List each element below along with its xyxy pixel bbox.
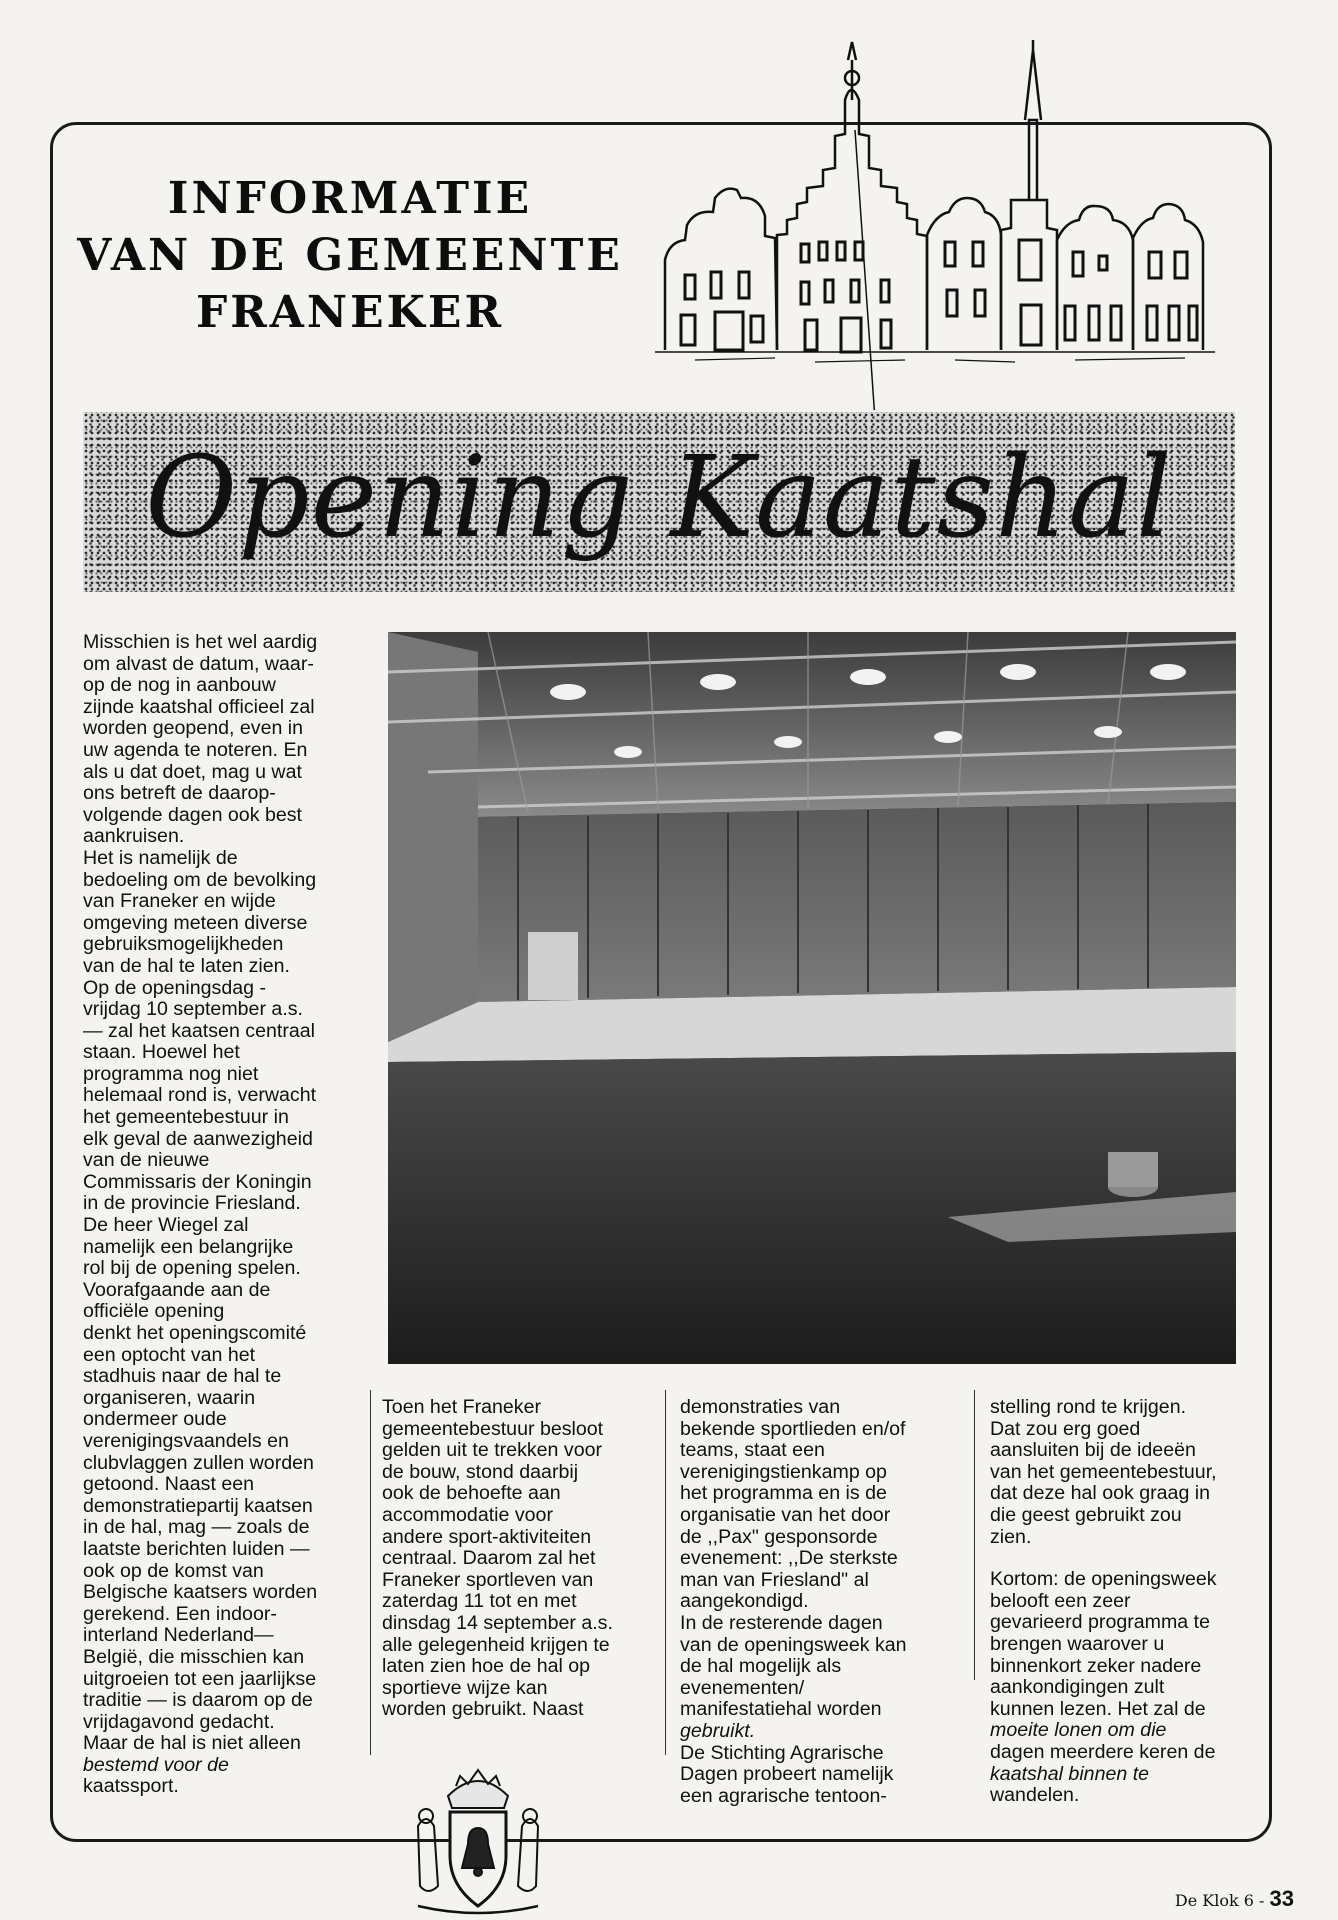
- text-line: gerekend. Een indoor-: [83, 1602, 277, 1625]
- text-line: zien.: [990, 1525, 1032, 1548]
- text-line: staan. Hoewel het: [83, 1041, 240, 1064]
- text-line: aankondigingen zult: [990, 1676, 1165, 1699]
- column-rule: [370, 1390, 371, 1755]
- text-line: stadhuis naar de hal te: [83, 1365, 282, 1388]
- text-line: de bouw, stond daarbij: [382, 1460, 579, 1483]
- title-line-2: VAN DE GEMEENTE: [77, 230, 623, 281]
- text-line: volgende dagen ook best: [83, 803, 302, 826]
- text-line: De Stichting Agrarische: [680, 1741, 884, 1764]
- text-line: ondermeer oude: [83, 1408, 227, 1431]
- headline: Opening Kaatshal: [145, 433, 1173, 563]
- text-line: gelden uit te trekken voor: [382, 1439, 603, 1462]
- text-line: ons betreft de daarop-: [83, 782, 276, 805]
- text-line: van de hal te laten zien.: [83, 954, 290, 977]
- text-line: omgeving meteen diverse: [83, 911, 308, 934]
- text-line: rol bij de opening spelen.: [83, 1257, 301, 1280]
- text-line: van Franeker en wijde: [83, 890, 276, 913]
- text-line: helemaal rond is, verwacht: [83, 1084, 317, 1107]
- text-line: getoond. Naast een: [83, 1473, 255, 1496]
- italic-text: kaatshal binnen te: [990, 1762, 1150, 1785]
- text-line: gemeentebestuur besloot: [382, 1417, 604, 1440]
- text-line: accommodatie voor: [382, 1503, 553, 1526]
- text-line: teams, staat een: [680, 1439, 825, 1462]
- text-line: alle gelegenheid krijgen te: [382, 1633, 610, 1656]
- text-line: kunnen lezen. Het zal de: [990, 1697, 1206, 1720]
- italic-text: gebruikt.: [680, 1719, 756, 1742]
- text-line: interland Nederland—: [83, 1624, 274, 1647]
- text-line: de ,,Pax" gesponsorde: [680, 1525, 878, 1548]
- text-line: het programma en is de: [680, 1482, 887, 1505]
- text-line: het gemeentebestuur in: [83, 1106, 289, 1129]
- text-line: sportieve wijze kan: [382, 1676, 548, 1699]
- text-line: aankruisen.: [83, 825, 185, 848]
- text-line: clubvlaggen zullen worden: [83, 1451, 314, 1474]
- text-line: bekende sportlieden en/of: [680, 1417, 906, 1440]
- text-line: België, die misschien kan: [83, 1645, 305, 1668]
- text-line: als u dat doet, mag u wat: [83, 760, 302, 783]
- title-line-1: INFORMATIE: [167, 173, 533, 224]
- text-line: manifestatiehal worden: [680, 1698, 882, 1721]
- text-line: organisatie van het door: [680, 1503, 891, 1526]
- text-line: een optocht van het: [83, 1343, 256, 1366]
- text-line: Franeker sportleven van: [382, 1568, 594, 1591]
- article-column-2: [382, 1397, 652, 1721]
- headline-banner: [83, 412, 1235, 592]
- townhall-illustration: [655, 20, 1225, 410]
- article-column-1: [83, 632, 363, 1798]
- text-line: — zal het kaatsen centraal: [83, 1019, 315, 1042]
- text-line: [990, 1764, 1250, 1786]
- text-line: Het is namelijk de: [83, 846, 238, 869]
- text-line: verenigingstienkamp op: [680, 1460, 887, 1483]
- column-rule: [665, 1390, 666, 1755]
- text-line: Commissaris der Koningin: [83, 1170, 312, 1193]
- text-line: [680, 1721, 950, 1743]
- text-line: ook op de komst van: [83, 1559, 264, 1582]
- page-number: 33: [1269, 1886, 1294, 1911]
- text-line: officiële opening: [83, 1300, 225, 1323]
- text-line: dagen meerdere keren de: [990, 1740, 1216, 1763]
- text-line: binnenkort zeker nadere: [990, 1654, 1202, 1677]
- text-line: laatste berichten luiden —: [83, 1537, 310, 1560]
- text-line: van het gemeentebestuur,: [990, 1460, 1217, 1483]
- text-line: [83, 1755, 363, 1777]
- text-line: In de resterende dagen: [680, 1611, 883, 1634]
- footer-separator: -: [1259, 1891, 1265, 1910]
- text-line: programma nog niet: [83, 1062, 259, 1085]
- text-line: wandelen.: [990, 1784, 1080, 1807]
- text-line: een agrarische tentoon-: [680, 1784, 887, 1807]
- text-line: man van Friesland" al: [680, 1568, 869, 1591]
- text-line: organiseren, waarin: [83, 1386, 256, 1409]
- text-line: dinsdag 14 september a.s.: [382, 1611, 613, 1634]
- text-line: kaatssport.: [83, 1775, 179, 1798]
- text-line: gebruiksmogelijkheden: [83, 933, 284, 956]
- title-line-3: FRANEKER: [195, 287, 505, 338]
- text-line: Misschien is het wel aardig: [83, 631, 318, 653]
- text-line: om alvast de datum, waar-: [83, 652, 314, 675]
- text-line: demonstraties van: [680, 1396, 841, 1418]
- text-line: van de nieuwe: [83, 1149, 210, 1172]
- text-line: ook de behoefte aan: [382, 1482, 561, 1505]
- text-line: van de openingsweek kan: [680, 1633, 907, 1656]
- text-line: in de provincie Friesland.: [83, 1192, 301, 1215]
- text-line: Voorafgaande aan de: [83, 1278, 271, 1301]
- text-line: vrijdag 10 september a.s.: [83, 998, 303, 1021]
- text-line: bedoeling om de bevolking: [83, 868, 317, 891]
- text-line: in de hal, mag — zoals de: [83, 1516, 310, 1539]
- page-footer: [1175, 1886, 1294, 1912]
- column-rule: [974, 1390, 975, 1680]
- text-line: centraal. Daarom zal het: [382, 1547, 596, 1570]
- text-line: [990, 1720, 1250, 1742]
- text-line: stelling rond te krijgen.: [990, 1396, 1187, 1418]
- text-line: verenigingsvaandels en: [83, 1429, 289, 1452]
- section-title: [70, 170, 630, 341]
- text-line: uw agenda te noteren. En: [83, 738, 308, 761]
- text-line: worden geopend, even in: [83, 717, 304, 740]
- article-column-3: [680, 1397, 950, 1807]
- text-line: Kortom: de openingsweek: [990, 1568, 1217, 1591]
- text-line: denkt het openingscomité: [83, 1322, 307, 1344]
- text-line: laten zien hoe de hal op: [382, 1655, 591, 1678]
- text-line: Maar de hal is niet alleen: [83, 1732, 301, 1755]
- text-line: De heer Wiegel zal: [83, 1214, 249, 1237]
- text-line: elk geval de aanwezigheid: [83, 1127, 313, 1150]
- text-line: gevarieerd programma te: [990, 1611, 1210, 1634]
- text-line: aansluiten bij de ideeën: [990, 1439, 1196, 1462]
- text-line: uitgroeien tot een jaarlijkse: [83, 1667, 317, 1690]
- sports-hall-photo: [388, 632, 1236, 1364]
- text-line: zaterdag 11 tot en met: [382, 1590, 577, 1613]
- italic-text: bestemd voor de: [83, 1753, 229, 1776]
- text-line: op de nog in aanbouw: [83, 674, 276, 697]
- text-line: Dagen probeert namelijk: [680, 1763, 894, 1786]
- text-line: dat deze hal ook graag in: [990, 1482, 1211, 1505]
- text-line: Dat zou erg goed: [990, 1417, 1141, 1440]
- text-line: worden gebruikt. Naast: [382, 1698, 584, 1721]
- franeker-coat-of-arms: [398, 1756, 558, 1920]
- text-line: namelijk een belangrijke: [83, 1235, 294, 1258]
- text-line: zijnde kaatshal officieel zal: [83, 695, 315, 718]
- text-line: de hal mogelijk als: [680, 1655, 842, 1678]
- text-line: brengen waarover u: [990, 1632, 1165, 1655]
- text-line: Belgische kaatsers worden: [83, 1581, 318, 1604]
- text-line: die geest gebruikt zou: [990, 1503, 1182, 1526]
- text-line: evenementen/: [680, 1676, 805, 1699]
- italic-text: moeite lonen om die: [990, 1719, 1167, 1742]
- text-line: vrijdagavond gedacht.: [83, 1710, 275, 1733]
- article-column-4: [990, 1397, 1250, 1807]
- text-line: evenement: ,,De sterkste: [680, 1547, 898, 1570]
- text-line: Toen het Franeker: [382, 1396, 542, 1418]
- text-line: belooft een zeer: [990, 1589, 1131, 1612]
- text-line: traditie — is daarom op de: [83, 1689, 313, 1712]
- text-line: demonstratiepartij kaatsen: [83, 1494, 313, 1517]
- text-line: andere sport-aktiviteiten: [382, 1525, 592, 1548]
- magazine-name: De Klok 6: [1174, 1891, 1254, 1910]
- text-line: aangekondigd.: [680, 1590, 809, 1613]
- text-line: Op de openingsdag -: [83, 976, 267, 999]
